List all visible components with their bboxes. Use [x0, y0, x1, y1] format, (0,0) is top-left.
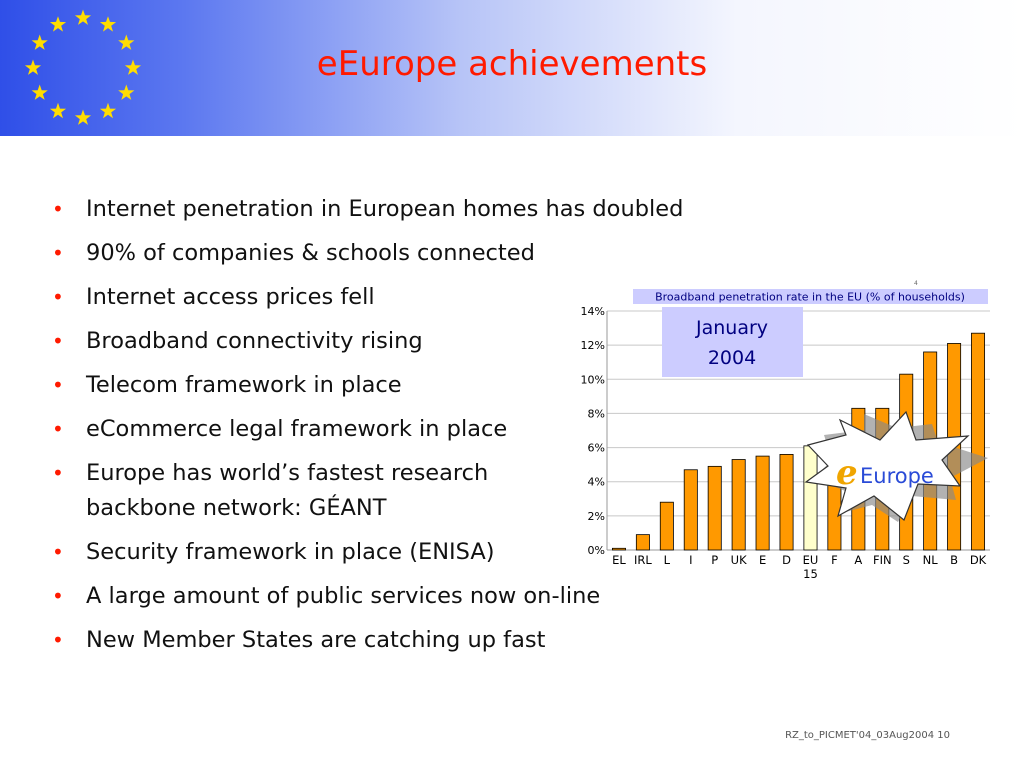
logo-e: e — [836, 453, 858, 493]
bar-eu-15 — [804, 446, 817, 550]
bullet-dot-icon: • — [52, 461, 64, 485]
x-tick-label: S — [902, 553, 910, 567]
bullet-dot-icon: • — [52, 285, 64, 309]
x-tick-label: FIN — [872, 553, 892, 567]
logo-text: Europe — [860, 464, 934, 488]
page-title: eEurope achievements — [316, 44, 708, 84]
bar-d — [780, 454, 793, 550]
x-tick-label: NL — [922, 553, 938, 567]
broadband-chart — [570, 270, 1000, 600]
x-tick-label: L — [663, 553, 671, 567]
list-item: • Internet penetration in European homes has doubled — [50, 192, 770, 227]
list-item: • Security framework in place (ENISA) — [50, 535, 770, 570]
star-icon — [75, 10, 91, 25]
x-tick-label: D — [782, 553, 791, 567]
callout-line: January — [695, 317, 769, 339]
star-icon — [100, 103, 116, 118]
x-tick-label: 15 — [803, 567, 818, 581]
y-tick-label: 8% — [587, 407, 605, 421]
chart-svg — [570, 270, 1000, 600]
list-item: • Europe has world’s fastest research backbone network: GÉANT — [50, 456, 526, 526]
bar-el — [612, 548, 625, 550]
list-item: • Telecom framework in place — [50, 368, 770, 403]
star-icon — [50, 103, 66, 118]
bullet-dot-icon: • — [52, 373, 64, 397]
x-tick-label: P — [711, 553, 719, 567]
y-tick-label: 4% — [587, 475, 605, 489]
bar-p — [708, 466, 721, 550]
bar-uk — [732, 460, 745, 550]
bar-irl — [636, 535, 649, 550]
list-item: • New Member States are catching up fast — [50, 623, 770, 658]
y-tick-label: 6% — [587, 441, 605, 455]
bar-l — [660, 502, 673, 550]
bullet-dot-icon: • — [52, 197, 64, 221]
x-tick-label: DK — [969, 553, 987, 567]
chart-title: Broadband penetration rate in the EU (% of households) — [655, 290, 965, 304]
star-icon — [50, 16, 66, 31]
bullet-dot-icon: • — [52, 628, 64, 652]
bullet-dot-icon: • — [52, 329, 64, 353]
star-icon — [100, 16, 116, 31]
y-tick-label: 14% — [580, 305, 605, 318]
list-item: • A large amount of public services now on-line — [50, 579, 770, 614]
x-tick-label: F — [831, 553, 838, 567]
x-tick-label: UK — [730, 553, 747, 567]
bullet-dot-icon: • — [52, 241, 64, 265]
y-tick-label: 2% — [587, 509, 605, 523]
corner-note: 4 — [914, 280, 918, 287]
bullet-dot-icon: • — [52, 540, 64, 564]
list-item: • Broadband connectivity rising — [50, 324, 770, 359]
bar-e — [756, 456, 769, 550]
x-tick-label: EL — [612, 553, 626, 567]
callout-line: 2004 — [707, 347, 757, 369]
x-tick-label: EU — [802, 553, 819, 567]
star-icon — [75, 110, 91, 125]
footer: RZ_to_PICMET'04_03Aug2004 10 — [785, 730, 950, 741]
star-icon — [118, 85, 134, 100]
bullet-dot-icon: • — [52, 584, 64, 608]
y-tick-label: 12% — [580, 339, 605, 353]
list-item: • Internet access prices fell — [50, 280, 770, 315]
x-tick-label: I — [689, 553, 693, 567]
bullet-dot-icon: • — [52, 417, 64, 441]
star-icon — [32, 85, 48, 100]
x-tick-label: B — [950, 553, 959, 567]
list-item: • eCommerce legal framework in place — [50, 412, 770, 447]
x-tick-label: A — [854, 553, 863, 567]
y-tick-label: 10% — [580, 373, 605, 387]
x-tick-label: IRL — [634, 553, 652, 567]
bar-i — [684, 470, 697, 550]
bar-dk — [971, 333, 984, 550]
list-item: • 90% of companies & schools connected — [50, 236, 770, 271]
y-tick-label: 0% — [587, 544, 605, 557]
x-tick-label: E — [758, 553, 767, 567]
